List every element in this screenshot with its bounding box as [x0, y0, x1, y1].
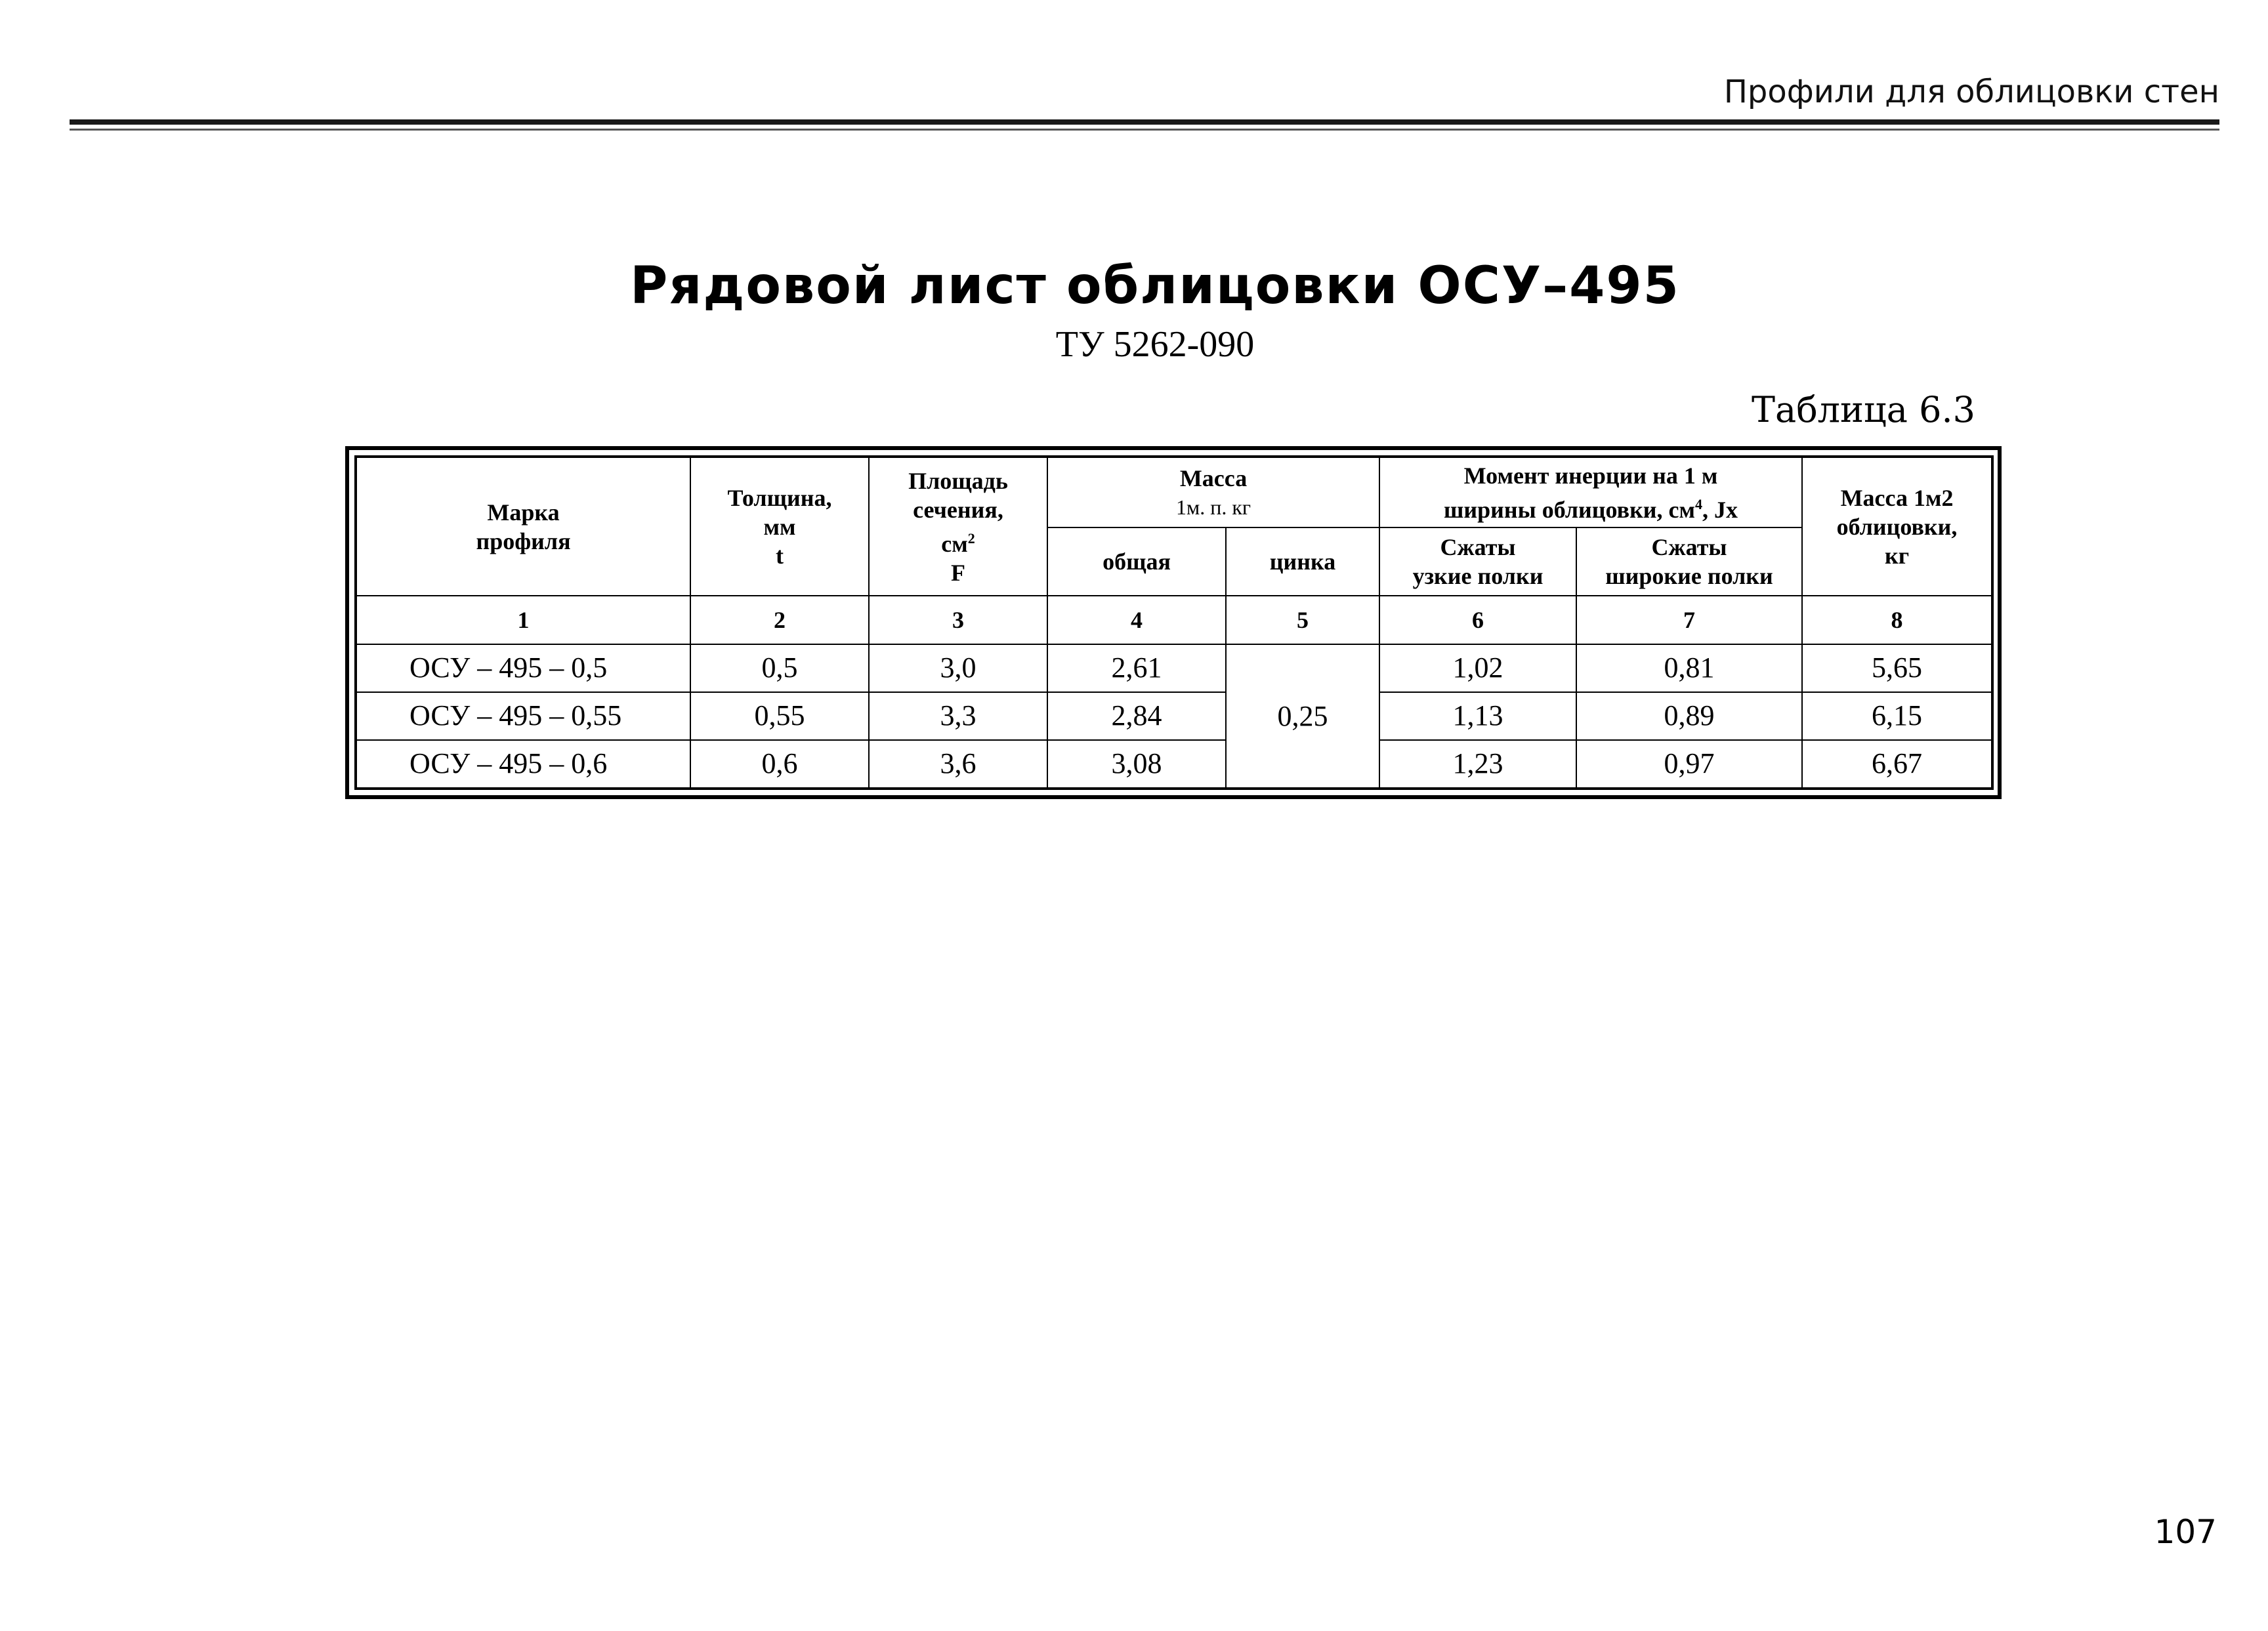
header-area-line3: см: [941, 530, 968, 557]
cell-inertia-narrow: 1,13: [1379, 692, 1576, 740]
column-number: 2: [690, 596, 869, 644]
header-thickness-line3: t: [776, 542, 784, 569]
column-number: 6: [1379, 596, 1576, 644]
cell-mark: ОСУ – 495 – 0,6: [356, 740, 690, 789]
header-inertia-sup: 4: [1695, 495, 1703, 512]
header-mass-m2: [1802, 457, 1992, 596]
cell-mass-total: 3,08: [1047, 740, 1226, 789]
header-inertia-narrow: [1379, 527, 1576, 596]
cell-mass-m2: 6,15: [1802, 692, 1992, 740]
document-title: Рядовой лист облицовки ОСУ–495: [630, 257, 1680, 316]
cell-mass-total: 2,61: [1047, 644, 1226, 692]
table-row: [356, 692, 1992, 740]
cell-mass-total: 2,84: [1047, 692, 1226, 740]
header-area-line4: F: [951, 559, 965, 586]
table-frame: [345, 446, 2002, 799]
document-subtitle: ТУ 5262-090: [1055, 324, 1255, 365]
header-mark-line1: Марка: [487, 499, 560, 526]
cell-mass-zinc: 0,25: [1226, 644, 1379, 789]
cell-area: 3,0: [869, 644, 1047, 692]
column-number: 4: [1047, 596, 1226, 644]
cell-inertia-narrow: 1,23: [1379, 740, 1576, 789]
page-number: 107: [2154, 1513, 2217, 1551]
header-rule-thin: [70, 129, 2219, 131]
header-mass-group: [1047, 457, 1379, 527]
header-mass-m2-line2: облицовки,: [1836, 513, 1958, 540]
cell-mass-m2: 6,67: [1802, 740, 1992, 789]
spec-table: [354, 455, 1994, 790]
header-mass-m2-line3: кг: [1884, 542, 1910, 569]
header-mark: [356, 457, 690, 596]
cell-thickness: 0,6: [690, 740, 869, 789]
header-area-sup: 2: [967, 529, 975, 547]
cell-mark: ОСУ – 495 – 0,55: [356, 692, 690, 740]
column-number: 8: [1802, 596, 1992, 644]
header-inertia-wide-line2: широкие полки: [1605, 563, 1773, 589]
cell-inertia-wide: 0,89: [1576, 692, 1802, 740]
header-area-line2: сечения,: [913, 496, 1003, 523]
header-area-line1: Площадь: [908, 467, 1008, 494]
column-number: 5: [1226, 596, 1379, 644]
header-inertia-narrow-line1: Сжаты: [1440, 534, 1516, 560]
header-inertia-wide: [1576, 527, 1802, 596]
cell-inertia-wide: 0,97: [1576, 740, 1802, 789]
header-inertia-group: [1379, 457, 1802, 527]
column-number: 1: [356, 596, 690, 644]
header-mass-m2-line1: Масса 1м2: [1840, 484, 1954, 511]
column-number: 7: [1576, 596, 1802, 644]
header-mass-zinc: цинка: [1226, 527, 1379, 596]
cell-area: 3,6: [869, 740, 1047, 789]
header-row-1: [356, 457, 1992, 527]
cell-area: 3,3: [869, 692, 1047, 740]
column-number-row: [356, 596, 1992, 644]
table-caption: Таблица 6.3: [1752, 389, 1975, 430]
cell-thickness: 0,5: [690, 644, 869, 692]
table-row: [356, 740, 1992, 789]
cell-mark: ОСУ – 495 – 0,5: [356, 644, 690, 692]
header-thickness-line1: Толщина,: [727, 484, 832, 511]
header-thickness: [690, 457, 869, 596]
header-inertia-wide-line1: Сжаты: [1651, 534, 1727, 560]
header-inertia-line2a: ширины облицовки, см: [1443, 496, 1696, 523]
header-mass-group-label: Масса: [1179, 465, 1248, 491]
running-head: Профили для облицовки стен: [1723, 73, 2219, 110]
header-area: [869, 457, 1047, 596]
header-inertia-line2b: , Jx: [1702, 496, 1738, 523]
header-inertia-narrow-line2: узкие полки: [1412, 563, 1544, 589]
header-mark-line2: профиля: [476, 527, 571, 554]
header-thickness-line2: мм: [763, 513, 796, 540]
header-mass-unit: 1м. п. кг: [1175, 495, 1251, 519]
header-mass-total: общая: [1047, 527, 1226, 596]
header-rule-thick: [70, 119, 2219, 125]
cell-mass-m2: 5,65: [1802, 644, 1992, 692]
cell-inertia-wide: 0,81: [1576, 644, 1802, 692]
cell-inertia-narrow: 1,02: [1379, 644, 1576, 692]
header-inertia-line1: Момент инерции на 1 м: [1463, 462, 1718, 489]
table-row: [356, 644, 1992, 692]
cell-thickness: 0,55: [690, 692, 869, 740]
column-number: 3: [869, 596, 1047, 644]
